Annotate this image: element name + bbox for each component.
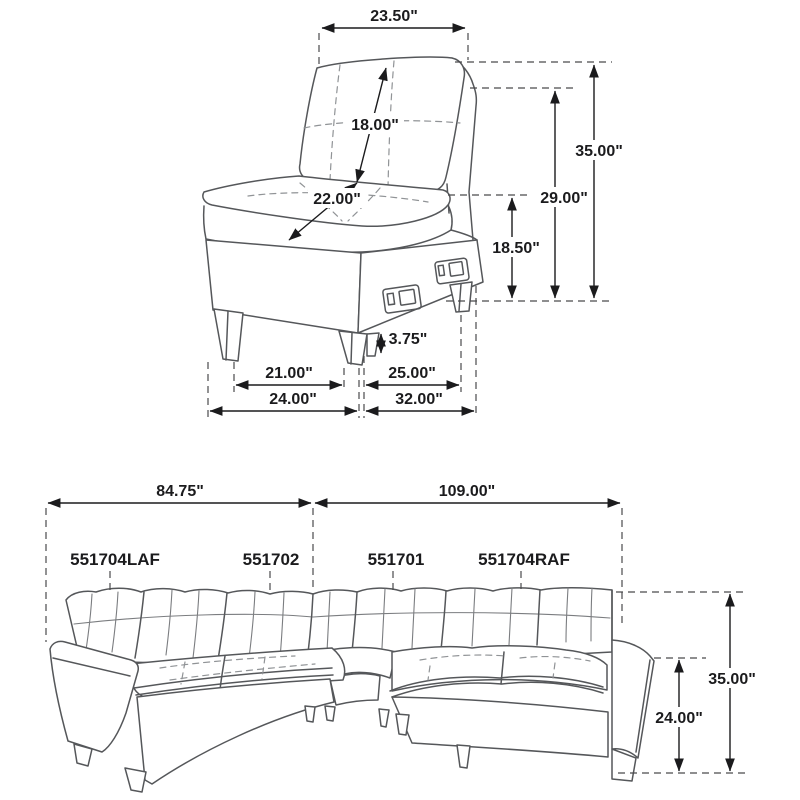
part-label-corner: 551702 (242, 550, 300, 569)
armless-chair-drawing (203, 57, 483, 365)
dim-chair-side-inner-depth: 25.00" (388, 365, 436, 382)
dim-sofa-right-width: 109.00" (438, 483, 496, 500)
sectional-part-labels (70, 550, 570, 594)
dim-chair-top-width: 23.50" (370, 8, 418, 25)
sectional-sofa-drawing (50, 588, 654, 792)
dim-chair-leg-height: 3.75" (388, 331, 428, 348)
dim-sofa-overall-height: 35.00" (708, 671, 756, 688)
dim-chair-overall-depth: 32.00" (395, 391, 443, 408)
dim-chair-seat-height: 18.50" (492, 240, 540, 257)
dim-chair-back-height: 29.00" (540, 190, 588, 207)
dim-chair-overall-height: 35.00" (575, 143, 623, 160)
part-label-raf: 551704RAF (478, 550, 570, 569)
dim-chair-seat-depth: 22.00" (313, 191, 361, 208)
sofa-right-rail (392, 697, 608, 757)
dim-chair-overall-width: 24.00" (269, 391, 317, 408)
dim-sofa-arm-height: 24.00" (655, 710, 703, 727)
sofa-left-rail (137, 679, 334, 784)
part-label-laf: 551704LAF (70, 550, 160, 569)
part-label-armless: 551701 (367, 550, 425, 569)
sofa-right-arm (612, 640, 654, 758)
dim-chair-back-cushion: 18.00" (351, 117, 399, 134)
dim-sofa-left-width: 84.75" (156, 483, 204, 500)
sofa-left-arm (50, 641, 138, 752)
dim-chair-front-inner-width: 21.00" (265, 365, 313, 382)
